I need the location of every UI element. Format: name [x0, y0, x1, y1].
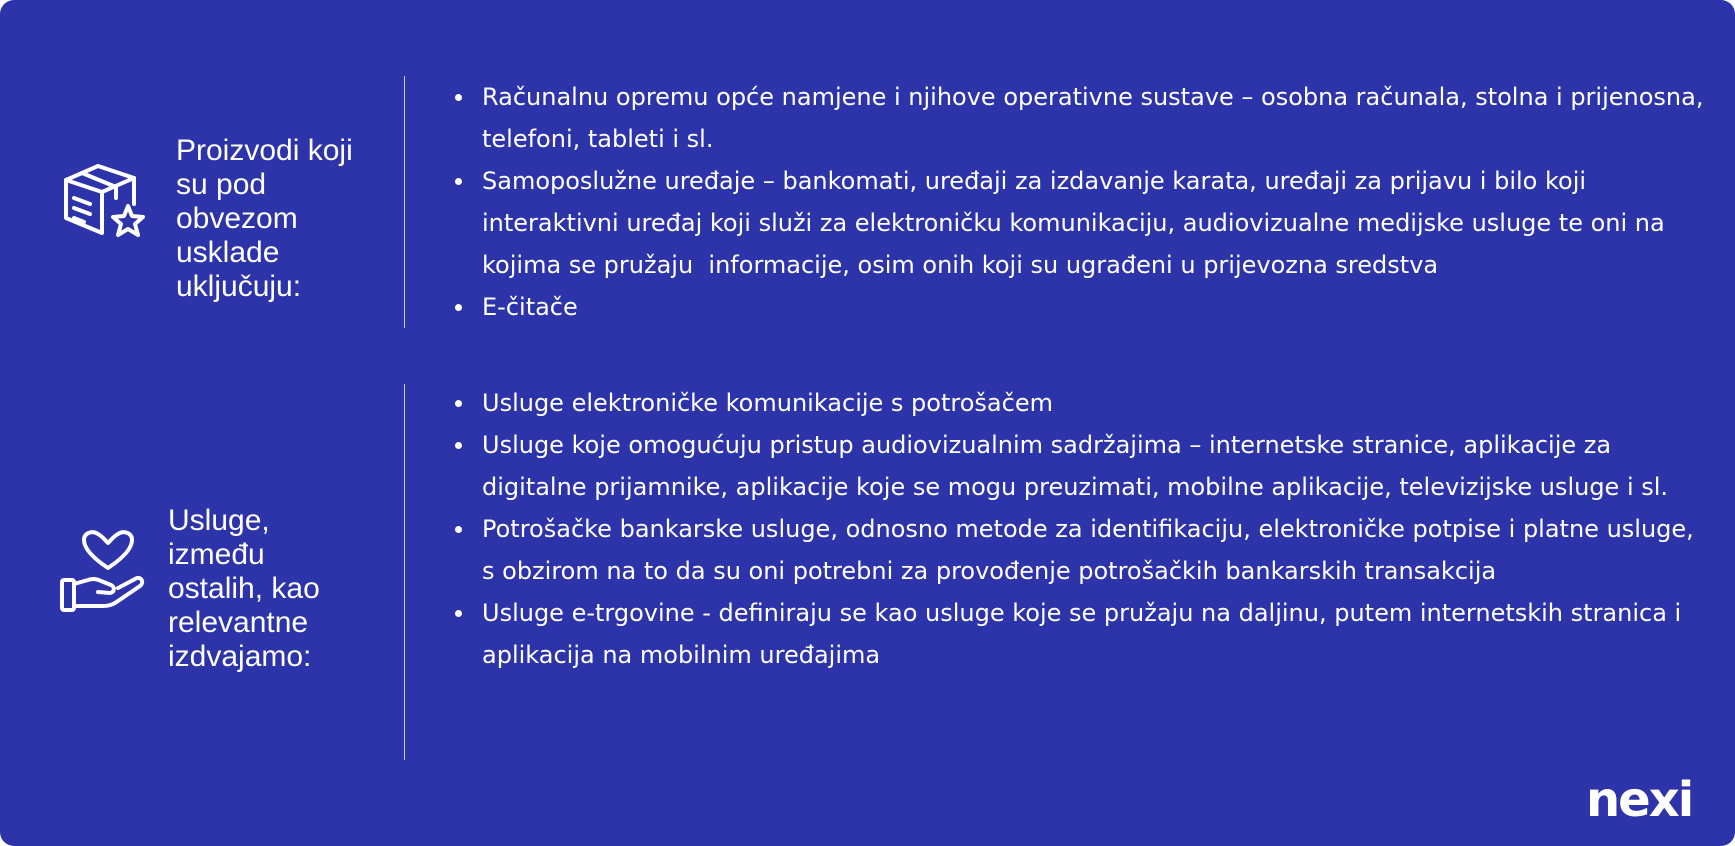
section-heading-products: Proizvodi koji su pod obvezom usklade uključuju: — [176, 134, 353, 303]
list-item: Računalnu opremu opće namjene i njihove operativne sustave – osobna računala, stolna i prijenosna, telefoni, tableti i sl. — [450, 76, 1710, 160]
section-divider — [404, 76, 405, 328]
services-list — [450, 382, 1710, 676]
section-divider — [404, 384, 405, 760]
hand-heart-icon — [60, 530, 146, 616]
list-item: Usluge koje omogućuju pristup audiovizualnim sadržajima – internetske stranice, aplikacije za digitalne prijamnike, aplikacije koje se mogu preuzimati, mobilne aplikacije, televizijske usluge i sl. — [450, 424, 1710, 508]
nexi-logo: nexi — [1586, 772, 1693, 828]
products-list — [450, 76, 1710, 328]
list-item: Samoposlužne uređaje – bankomati, uređaji za izdavanje karata, uređaji za prijavu i bilo koji interaktivni uređaj koji služi za elektroničku komunikaciju, audiovizualne medijske usluge te oni na kojima se pružaju informacije, osim onih koji su ugrađeni u prijevozna sredstva — [450, 160, 1710, 286]
list-item: E-čitače — [450, 286, 1710, 328]
box-star-icon — [60, 158, 150, 248]
section-heading-services: Usluge, između ostalih, kao relevantne izdvajamo: — [168, 504, 320, 673]
list-item: Potrošačke bankarske usluge, odnosno metode za identifikaciju, elektroničke potpise i platne usluge, s obzirom na to da su oni potrebni za provođenje potrošačkih bankarskih transakcija — [450, 508, 1710, 592]
list-item: Usluge elektroničke komunikacije s potrošačem — [450, 382, 1710, 424]
list-item: Usluge e-trgovine - definiraju se kao usluge koje se pružaju na daljinu, putem internetskih stranica i aplikacija na mobilnim uređajima — [450, 592, 1710, 676]
